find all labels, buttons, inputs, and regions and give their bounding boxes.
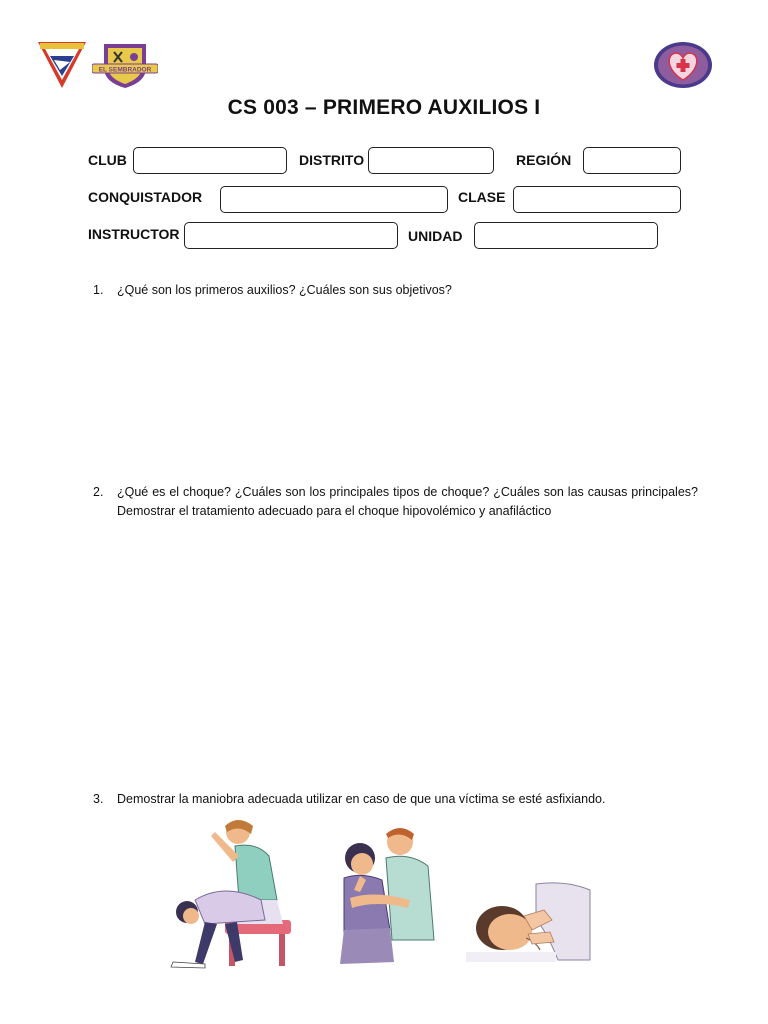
emblem-ribbon-text: EL SEMBRADOR — [98, 66, 152, 74]
mouth-sweep-illustration — [466, 880, 592, 966]
question-1 — [93, 281, 698, 301]
question-text: ¿Qué es el choque? ¿Cuáles son los principales tipos de choque? ¿Cuáles son las causas principales? Demostrar el tratamiento adecuado para el choque hipovolémico y anafiláctico — [117, 485, 698, 518]
club-field[interactable] — [133, 147, 287, 174]
region-label: REGIÓN — [516, 152, 572, 168]
unidad-field[interactable] — [474, 222, 658, 249]
question-number: 3. — [93, 792, 104, 806]
question-number: 1. — [93, 283, 104, 297]
conquistador-field[interactable] — [220, 186, 448, 213]
question-text: ¿Qué son los primeros auxilios? ¿Cuáles son sus objetivos? — [117, 283, 452, 297]
unidad-label: UNIDAD — [408, 228, 463, 244]
club-label: CLUB — [88, 152, 127, 168]
distrito-field[interactable] — [368, 147, 494, 174]
abdominal-thrust-illustration — [330, 820, 440, 968]
back-blows-illustration — [165, 816, 295, 970]
question-number: 2. — [93, 485, 104, 499]
clase-field[interactable] — [513, 186, 681, 213]
clase-label: CLASE — [458, 189, 506, 205]
instructor-field[interactable] — [184, 222, 398, 249]
page-title: CS 003 – PRIMERO AUXILIOS I — [227, 96, 541, 119]
instructor-label: INSTRUCTOR — [88, 226, 180, 242]
question-text: Demostrar la maniobra adecuada utilizar en caso de que una víctima se esté asfixiando. — [117, 792, 606, 806]
club-shield-emblem — [92, 40, 158, 90]
region-field[interactable] — [583, 147, 681, 174]
first-aid-honor-patch — [652, 40, 714, 90]
distrito-label: DISTRITO — [299, 152, 365, 168]
question-3 — [93, 790, 698, 810]
pathfinder-triangle-emblem — [36, 40, 88, 90]
conquistador-label: CONQUISTADOR — [88, 189, 203, 205]
question-2 — [93, 483, 698, 523]
